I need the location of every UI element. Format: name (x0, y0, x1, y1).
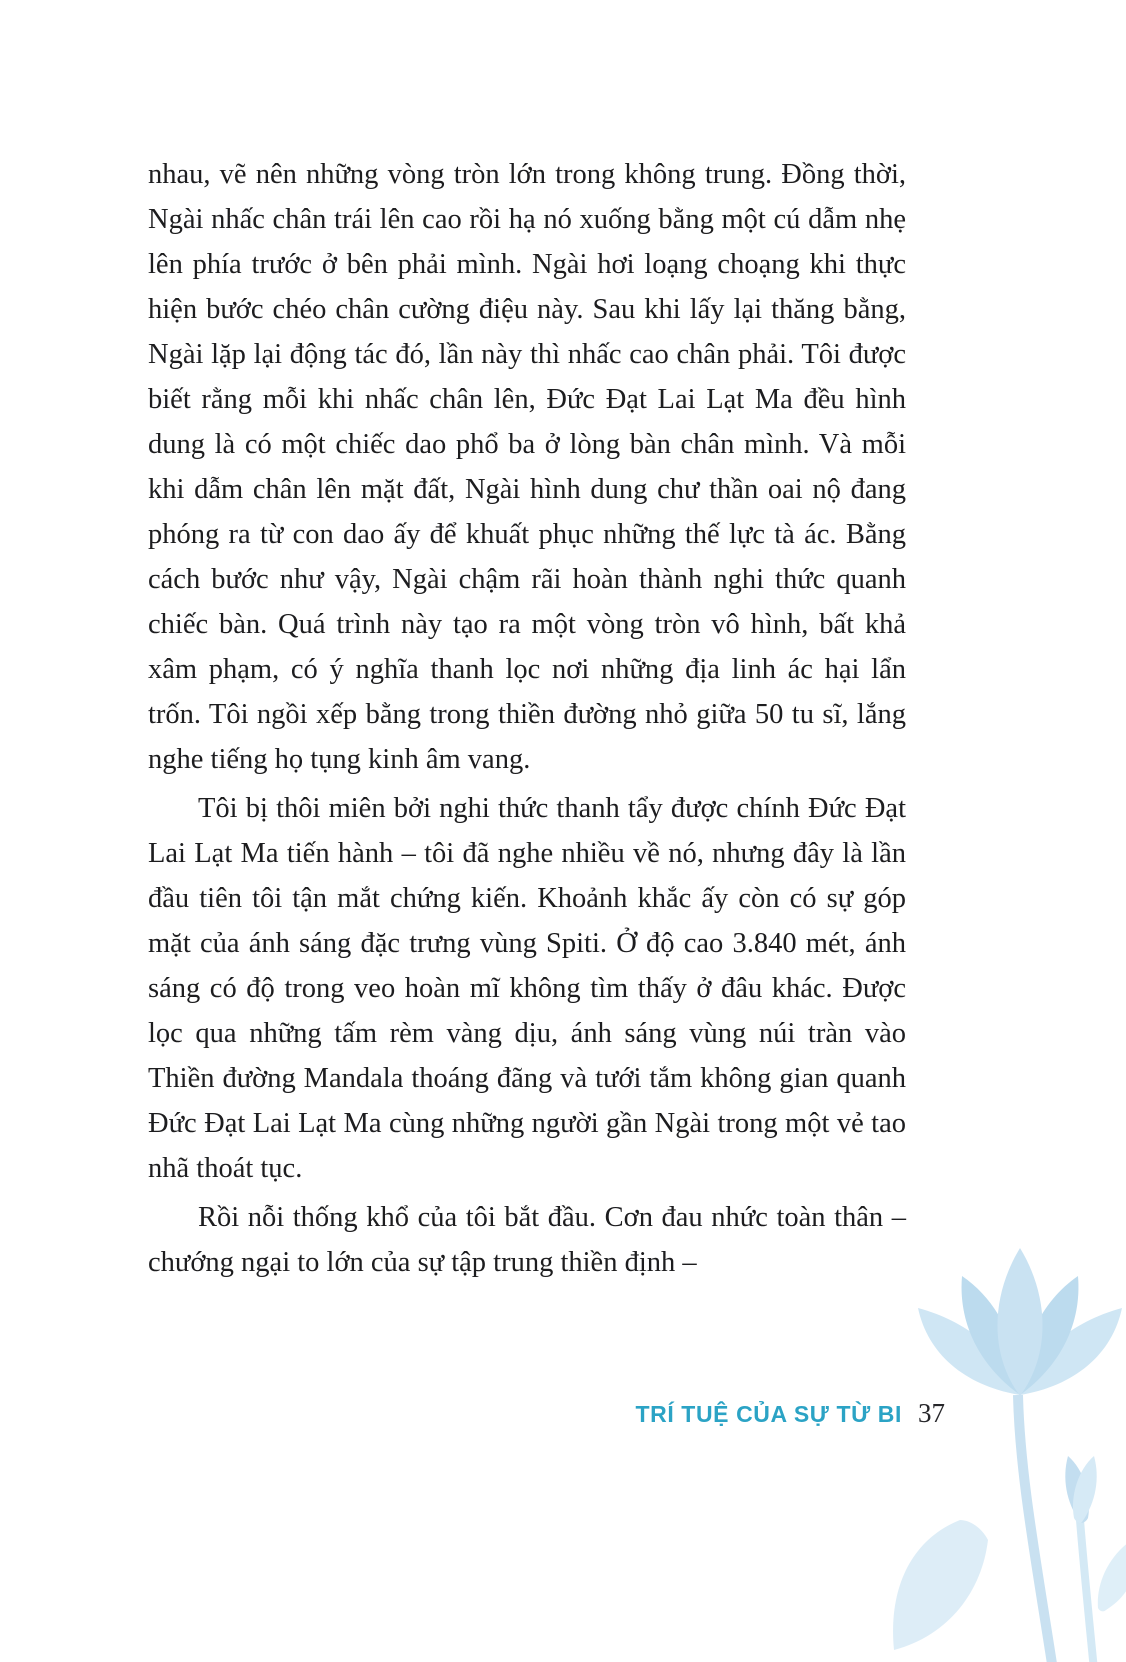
page-footer (635, 1398, 945, 1429)
running-title: TRÍ TUỆ CỦA SỰ TỪ BI (635, 1401, 902, 1427)
body-text (148, 152, 906, 1289)
paragraph: Tôi bị thôi miên bởi nghi thức thanh tẩy được chính Đức Đạt Lai Lạt Ma tiến hành – tôi đã nghe nhiều về nó, nhưng đây là lần đầu tiên tôi tận mắt chứng kiến. Khoảnh khắc ấy còn có sự góp mặt của ánh sáng đặc trưng vùng Spiti. Ở độ cao 3.840 mét, ánh sáng có độ trong veo hoàn mĩ không tìm thấy ở đâu khác. Được lọc qua những tấm rèm vàng dịu, ánh sáng vùng núi tràn vào Thiền đường Mandala thoáng đãng và tưới tắm không gian quanh Đức Đạt Lai Lạt Ma cùng những người gần Ngài trong một vẻ tao nhã thoát tục. (148, 793, 906, 1184)
paragraph-continuation: nhau, vẽ nên những vòng tròn lớn trong không trung. Đồng thời, Ngài nhấc chân trái lên cao rồi hạ nó xuống bằng một cú dẫm nhẹ lên phía trước ở bên phải mình. Ngài hơi loạng choạng khi thực hiện bước chéo chân cường điệu này. Sau khi lấy lại thăng bằng, Ngài lặp lại động tác đó, lần này thì nhấc cao chân phải. Tôi được biết rằng mỗi khi nhấc chân lên, Đức Đạt Lai Lạt Ma đều hình dung là có một chiếc dao phổ ba ở lòng bàn chân mình. Và mỗi khi dẫm chân lên mặt đất, Ngài hình dung chư thần oai nộ đang phóng ra từ con dao ấy để khuất phục những thế lực tà ác. Bằng cách bước như vậy, Ngài chậm rãi hoàn thành nghi thức quanh chiếc bàn. Quá trình này tạo ra một vòng tròn vô hình, bất khả xâm phạm, có ý nghĩa thanh lọc nơi những địa linh ác hại lẩn trốn. Tôi ngồi xếp bằng trong thiền đường nhỏ giữa 50 tu sĩ, lắng nghe tiếng họ tụng kinh âm vang. (148, 159, 906, 775)
paragraph: Rồi nỗi thống khổ của tôi bắt đầu. Cơn đau nhức toàn thân – chướng ngại to lớn của sự tập trung thiền định – (148, 1202, 906, 1278)
page-number: 37 (918, 1398, 945, 1428)
